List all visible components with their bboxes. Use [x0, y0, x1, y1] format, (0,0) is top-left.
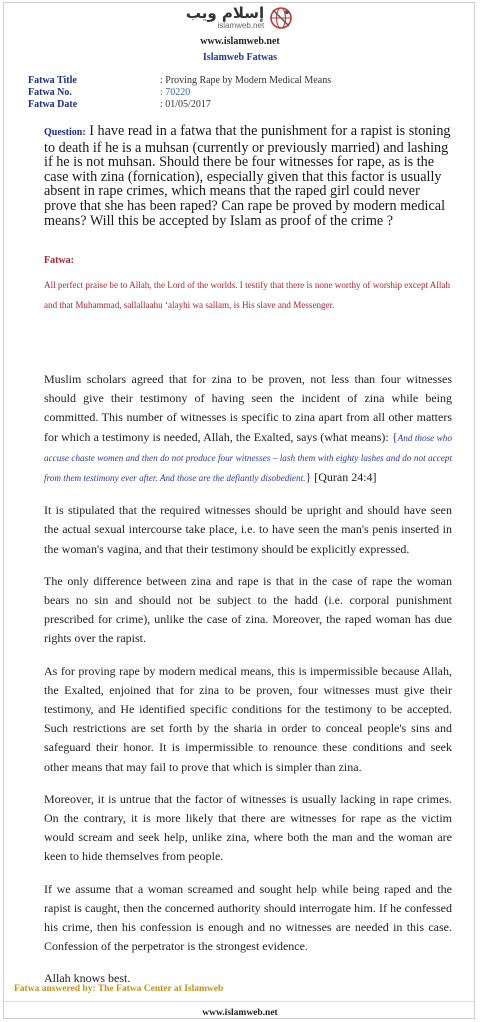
body-paragraph-6: If we assume that a woman screamed and sought help while being raped and the rapist is caught, then the concerned authority should interrogate him. If he confessed his crime, then his confession is enough and no witnesses are needed in this case. Confession of the perpetrator is the strongest evidence.	[44, 881, 452, 954]
fatwa-meta	[28, 75, 458, 111]
meta-row-number	[28, 87, 458, 99]
page-header	[0, 4, 480, 63]
meta-label: Fatwa Title	[28, 75, 77, 86]
question-text: I have read in a fatwa that the punishment for a rapist is stoning to death if he is a muhsan (currently or previously married) and lashing if he is not muhsan. Should there be four witnesses for rape, as is the case with zina (fornication), especially given that this factor is usually absent in rape crimes, which means that the raped girl could never prove that she has been raped? Can rape be proved by modern medical means? Will this be accepted by Islam as proof of the crime ?	[44, 123, 451, 229]
meta-value-title: : Proving Rape by Modern Medical Means	[160, 75, 332, 86]
quran-reference: [Quran 24:4]	[311, 470, 377, 485]
body-paragraph-2: It is stipulated that the required witnesses should be upright and should have seen the actual sexual intercourse take place, i.e. to have seen the man's penis inserted in the woman's vagina, and that their testimony should be explicitly expressed.	[44, 503, 452, 556]
question-block	[44, 124, 452, 228]
body-paragraph-1	[44, 370, 452, 488]
verse-brace-open: {	[391, 429, 398, 444]
header-site-name: Islamweb Fatwas	[202, 52, 278, 63]
meta-label: Fatwa Date	[28, 99, 78, 110]
meta-value-number: : 70220	[160, 87, 191, 98]
meta-row-date	[28, 99, 458, 111]
fatwa-label: Fatwa:	[44, 255, 74, 266]
fatwa-body	[44, 370, 452, 1002]
body-text: Muslim scholars agreed that for zina to be proven, not less than four witnesses should give their testimony of having seen the incident of zina while being committed. This number of witnesses is specific to zina apart from all other matters for which a testimony is needed, Allah, the Exalted, says (what means):	[44, 372, 452, 444]
verse-brace-close: }	[305, 470, 312, 485]
answered-by: Fatwa answered by: The Fatwa Center at Islamweb	[14, 984, 224, 994]
meta-value-date: : 01/05/2017	[160, 99, 211, 110]
globe-logo-icon	[268, 5, 294, 31]
site-logo[interactable]	[0, 4, 480, 32]
footer-site-url[interactable]: www.islamweb.net	[202, 1008, 278, 1018]
footer-divider	[4, 1001, 474, 1002]
meta-label: Fatwa No.	[28, 87, 72, 98]
body-paragraph-3: The only difference between zina and rape is that in the case of rape the woman bears no sin and should not be subject to the hadd (i.e. corporal punishment prescribed for crime), unlike the case of zina. Moreover, the raped woman has due rights over the rapist.	[44, 573, 452, 646]
closing-text: Allah knows best.	[44, 971, 131, 986]
quran-verse: And those who accuse chaste women and then do not produce four witnesses – lash them with eighty lashes and do not accept from them testimony ever after. And those are the defiantly disobedient.	[44, 432, 452, 484]
meta-row-title	[28, 75, 458, 87]
logo-latin-text: islamweb.net	[217, 21, 265, 30]
body-paragraph-4: As for proving rape by modern medical means, this is impermissible because Allah, the Exalted, enjoined that for zina to be proven, four witnesses must give their testimony, and He identified specific conditions for the testimony to be accepted. Such restrictions are set forth by the sharia in order to conceal people's sins and safeguard their honor. It is impermissible to renounce these conditions and seek other means that may fail to prove that which is simpler than zina.	[44, 663, 452, 774]
praise-text: All perfect praise be to Allah, the Lord of the worlds. I testify that there is none worthy of worship except Allah and that Muhammad, sallallaahu ‘alayhi wa sallam, is His slave and Messenger.	[44, 280, 450, 310]
logo-arabic-text: إسلام ويب	[185, 4, 265, 22]
header-site-url[interactable]: www.islamweb.net	[200, 36, 280, 47]
body-paragraph-5: Moreover, it is untrue that the factor of witnesses is usually lacking in rape crimes. On the contrary, it is more likely that there are witnesses for rape as the victim would scream and seek help, unlike zina, where both the man and the woman are keen to hide themselves from people.	[44, 791, 452, 864]
question-label: Question:	[44, 127, 86, 138]
